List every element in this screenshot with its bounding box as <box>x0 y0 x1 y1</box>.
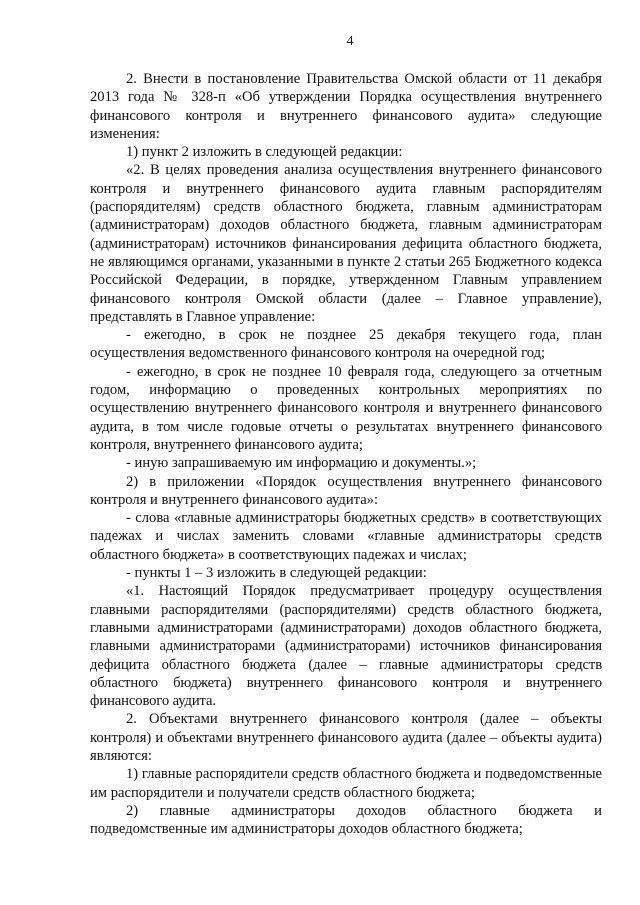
paragraph-bullet-report: - ежегодно, в срок не позднее 10 февраля года, следующего за отчетным годом, информацию о проведенных контрольных мероприятиях по осуществлению внутреннего финансового контроля и внутреннего финансового аудита, в том числе годовые отчеты о результатах внутреннего финансового контроля, внутреннего финансового аудита; <box>90 363 602 453</box>
paragraph-item-2: 2) в приложении «Порядок осуществления внутреннего финансового контроля и внутреннего финансового аудита»: <box>90 473 602 508</box>
paragraph-bullet-other-info: - иную запрашиваемую им информацию и документы.»; <box>126 455 477 472</box>
paragraph-bullet-plan: - ежегодно, в срок не позднее 25 декабря текущего года, план осуществления ведомственного финансового контроля на очередной год; <box>90 327 602 362</box>
paragraph-subitem-1: 1) главные распорядители средств областного бюджета и подведомственные им распорядители и получатели средств областного бюджета; <box>90 766 602 801</box>
paragraph-new-point-2: «2. В целях проведения анализа осуществления внутреннего финансового контроля и внутреннего финансового аудита главным распорядителям (распорядителям) средств областного бюджета, главным администраторам (администраторам) доходов областного бюджета, главным администраторам (администраторам) источников финансирования дефицита областного бюджета, не являющимся органами, указанными в пункте 2 статьи 265 Бюджетного кодекса Российской Федерации, в порядке, утвержденном Главным управлением финансового контроля Омской области (далее – Главное управление), представлять в Главное управление: <box>90 162 602 325</box>
paragraph-subitem-2: 2) главные администраторы доходов областного бюджета и подведомственные им администраторы доходов областного бюджета; <box>90 802 602 838</box>
paragraph-item-1: 1) пункт 2 изложить в следующей редакции: <box>126 144 403 161</box>
document-body <box>90 70 602 838</box>
paragraph-new-point-2-objects: 2. Объектами внутреннего финансового контроля (далее – объекты контроля) и объектами внутреннего финансового аудита (далее – объекты аудита) являются: <box>90 711 602 764</box>
page-number: 4 <box>346 34 354 49</box>
paragraph-new-point-1: «1. Настоящий Порядок предусматривает процедуру осуществления главными распорядителями (распорядителями) средств областного бюджета, главными администраторами (администраторами) доходов областного бюджета, главными администраторами (администраторами) источников финансирования дефицита областного бюджета (далее – главные администраторы средств областного бюджета) внутреннего финансового контроля и внутреннего финансового аудита. <box>90 583 602 710</box>
paragraph-bullet-points-1-3: - пункты 1 – 3 изложить в следующей редакции: <box>126 565 427 582</box>
paragraph-amendment-intro: 2. Внести в постановление Правительства Омской области от 11 декабря 2013 года № 328-п «Об утверждении Порядка осуществления внутреннего финансового контроля и внутреннего финансового аудита» следующие изменения: <box>90 71 602 142</box>
paragraph-bullet-words-replace: - слова «главные администраторы бюджетных средств» в соответствующих падежах и числах заменить словами «главные администраторы средств областного бюджета» в соответствующих падежах и числах; <box>90 510 602 563</box>
